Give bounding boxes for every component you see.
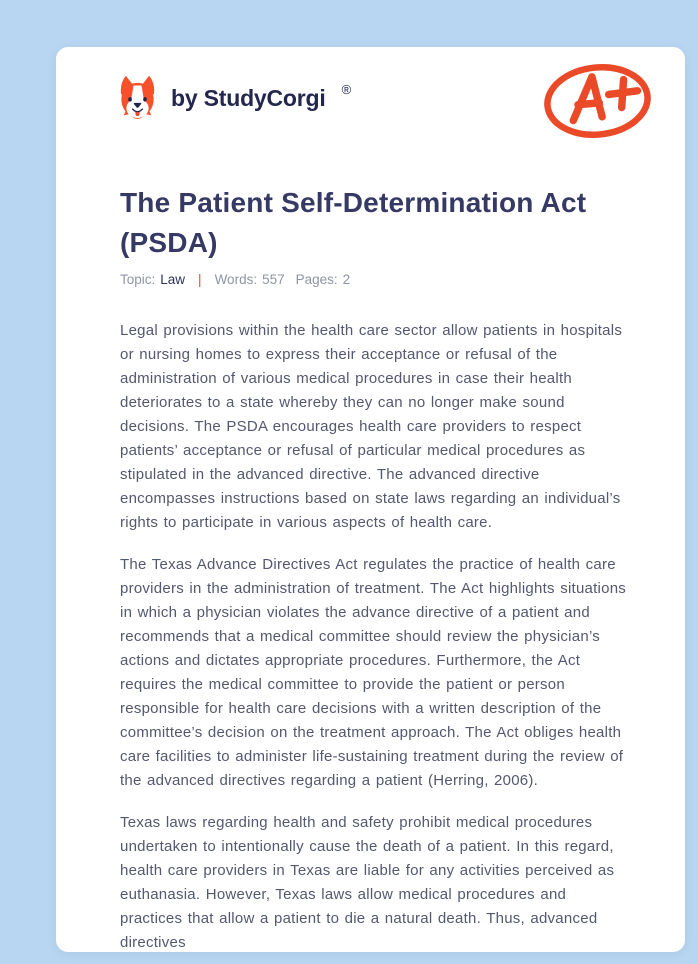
- words-count: 557: [262, 272, 285, 287]
- essay-paragraph-1: Legal provisions within the health care sector allow patients in hospitals or nursing homes to express their acceptance or refusal of the administration of various medical procedures in case their health deteriorates to a state whereby they can no longer make sound decisions. The PSDA encourages health care providers to respect patients’ acceptance or refusal of particular medical procedures as stipulated in the advanced directive. The advanced directive encompasses instructions based on state laws regarding an individual’s rights to participate in various aspects of health care.: [120, 322, 623, 531]
- studycorgi-brand: [117, 74, 351, 122]
- topic-label: Topic:: [120, 272, 156, 287]
- registered-trademark-symbol: ®: [341, 81, 352, 97]
- essay-body: [120, 319, 628, 952]
- essay-paragraph-2: The Texas Advance Directives Act regulates the practice of health care providers in the administration of treatment. The Act highlights situations in which a physician violates the advance directive of a patient and recommends that a medical committee should review the physician’s actions and dictates appropriate procedures. Furthermore, the Act requires the medical committee to provide the patient or person responsible for health care decisions with a written description of the committee’s decision on the treatment approach. The Act obliges health care facilities to administer life-sustaining treatment during the review of the advanced directives regarding a patient (Herring, 2006).: [120, 556, 627, 789]
- meta-separator: |: [198, 272, 202, 287]
- pages-group: [296, 271, 351, 289]
- topic-group: [120, 271, 185, 289]
- page-title: The Patient Self-Determination Act (PSDA): [120, 187, 587, 258]
- article-meta: [120, 271, 628, 289]
- a-plus-circled-icon: [539, 61, 656, 141]
- brand-wordmark: by StudyCorgi: [171, 84, 326, 111]
- pages-label: Pages:: [295, 272, 338, 287]
- words-label: Words:: [214, 272, 258, 287]
- corgi-icon: [117, 74, 158, 122]
- topic-link[interactable]: Law: [160, 272, 186, 287]
- pages-count: 2: [342, 272, 351, 287]
- essay-card: [56, 47, 685, 952]
- essay-paragraph-3: Texas laws regarding health and safety prohibit medical procedures undertaken to intentionally cause the death of a patient. In this regard, health care providers in Texas are liable for any activities perceived as euthanasia. However, Texas laws allow medical procedures and practices that allow a patient to die a natural death. Thus, advanced directives: [120, 814, 615, 951]
- words-group: [215, 271, 285, 289]
- card-header: [56, 47, 685, 141]
